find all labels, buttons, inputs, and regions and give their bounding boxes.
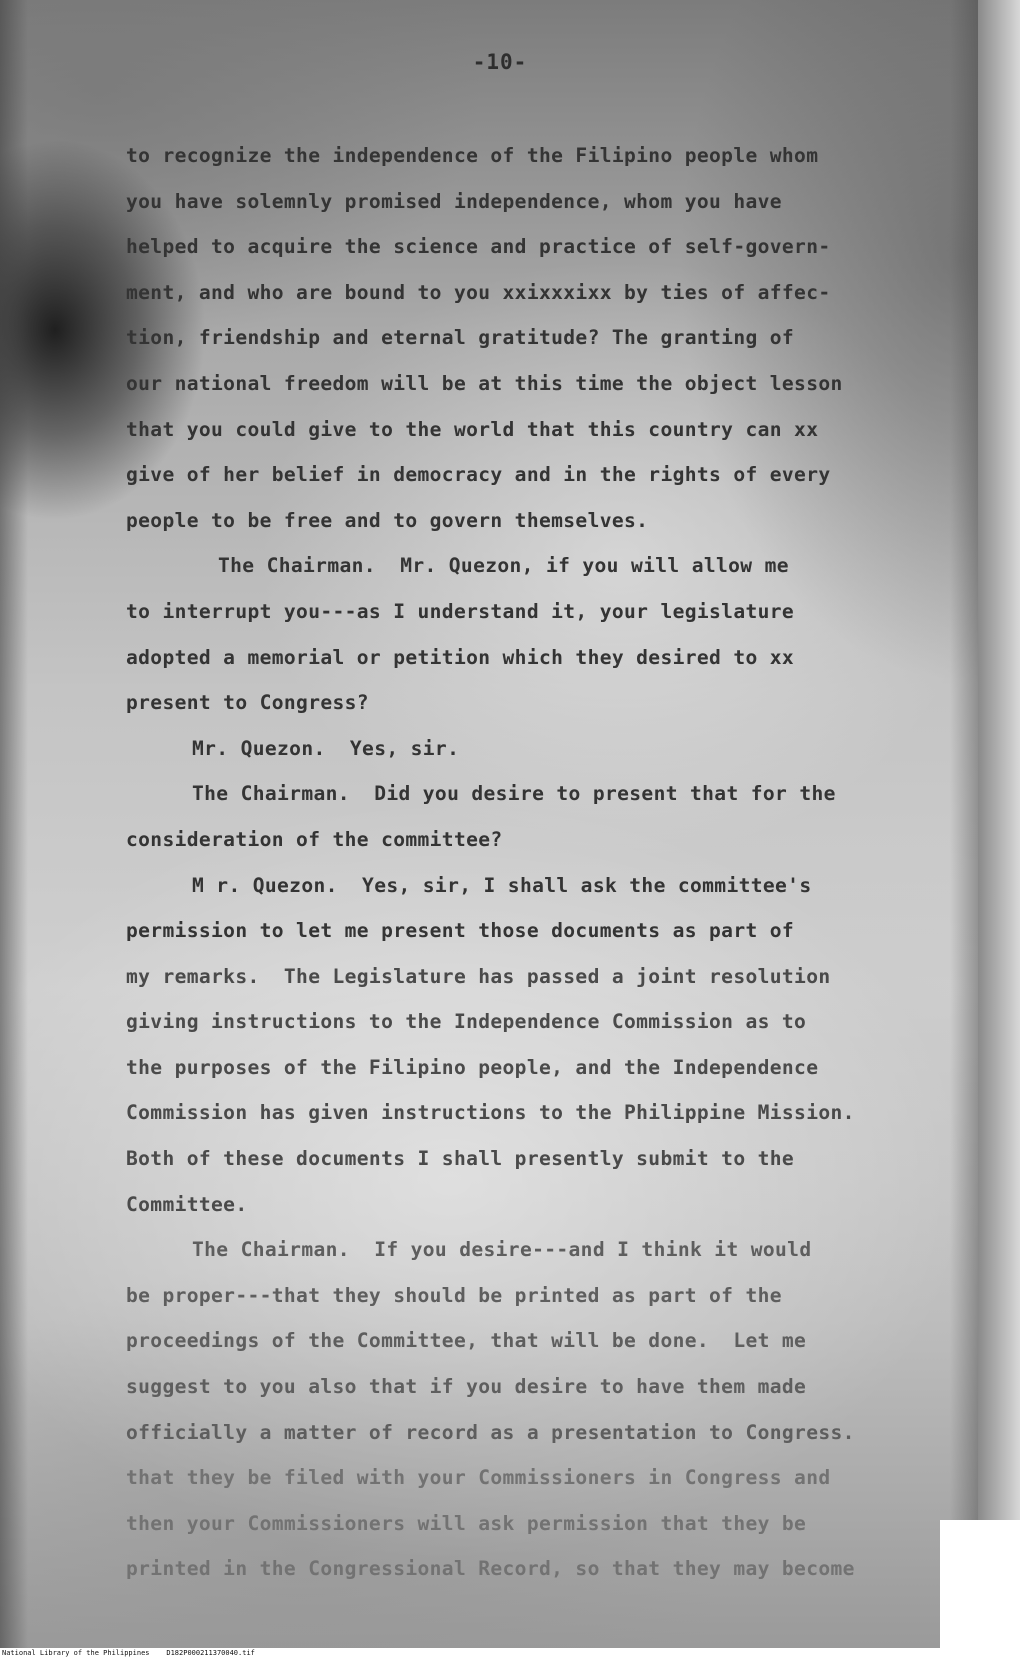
text-line: our national freedom will be at this time the object lesson <box>126 371 843 395</box>
text-line: Mr. Quezon. Yes, sir. <box>192 736 460 760</box>
paragraph <box>126 863 976 1228</box>
text-line: officially a matter of record as a presentation to Congress. <box>126 1420 855 1444</box>
text-line: Committee. <box>126 1192 248 1216</box>
text-line: suggest to you also that if you desire to have them made <box>126 1375 807 1399</box>
text-line: then your Commissioners will ask permission that they be <box>126 1511 807 1535</box>
footer-file-id: D182P000211370040.tif <box>166 1649 255 1657</box>
text-line: giving instructions to the Independence Commission as to <box>126 1010 807 1034</box>
paragraph <box>126 726 976 772</box>
paragraph <box>126 1227 976 1592</box>
text-line: the purposes of the Filipino people, and the Independence <box>126 1055 819 1079</box>
text-line: to recognize the independence of the Filipino people whom <box>126 144 819 167</box>
text-line: helped to acquire the science and practice of self-govern- <box>126 235 831 259</box>
page-number: -10- <box>472 50 528 74</box>
scan-shadow-left <box>0 0 28 1648</box>
text-line: Both of these documents I shall presently submit to the <box>126 1147 795 1171</box>
text-line: people to be free and to govern themselves. <box>126 508 649 532</box>
paragraph <box>126 133 976 543</box>
text-line: adopted a memorial or petition which they desired to xx <box>126 645 795 669</box>
text-line: The Chairman. If you desire---and I think it would <box>192 1238 812 1262</box>
text-line: that you could give to the world that this country can xx <box>126 417 819 441</box>
page-edge <box>978 0 1020 1520</box>
text-line: tion, friendship and eternal gratitude? The granting of <box>126 326 795 350</box>
text-line: printed in the Congressional Record, so that they may become <box>126 1557 855 1581</box>
text-line: that they be filed with your Commissioners in Congress and <box>126 1466 831 1490</box>
text-line: be proper---that they should be printed as part of the <box>126 1283 782 1307</box>
text-line: to interrupt you---as I understand it, your legislature <box>126 599 795 623</box>
transcript-body <box>126 133 976 1592</box>
text-line: ment, and who are bound to you xxixxxixx by ties of affec- <box>126 280 831 304</box>
text-line: The Chairman. Did you desire to present that for the <box>192 782 836 806</box>
text-line: M r. Quezon. Yes, sir, I shall ask the committee's <box>192 873 812 897</box>
text-line: give of her belief in democracy and in the rights of every <box>126 463 831 487</box>
text-line: you have solemnly promised independence, whom you have <box>126 189 782 213</box>
paragraph <box>126 543 976 725</box>
scan-footer <box>0 1648 1020 1658</box>
text-line: consideration of the committee? <box>126 827 503 851</box>
text-line: proceedings of the Committee, that will be done. Let me <box>126 1329 807 1353</box>
paragraph <box>126 771 976 862</box>
text-line: present to Congress? <box>126 691 369 715</box>
text-line: Commission has given instructions to the Philippine Mission. <box>126 1101 855 1125</box>
footer-source: National Library of the Philippines <box>2 1649 150 1657</box>
text-line: permission to let me present those documents as part of <box>126 919 795 943</box>
text-line: The Chairman. Mr. Quezon, if you will allow me <box>218 554 789 578</box>
text-line: my remarks. The Legislature has passed a joint resolution <box>126 964 831 988</box>
